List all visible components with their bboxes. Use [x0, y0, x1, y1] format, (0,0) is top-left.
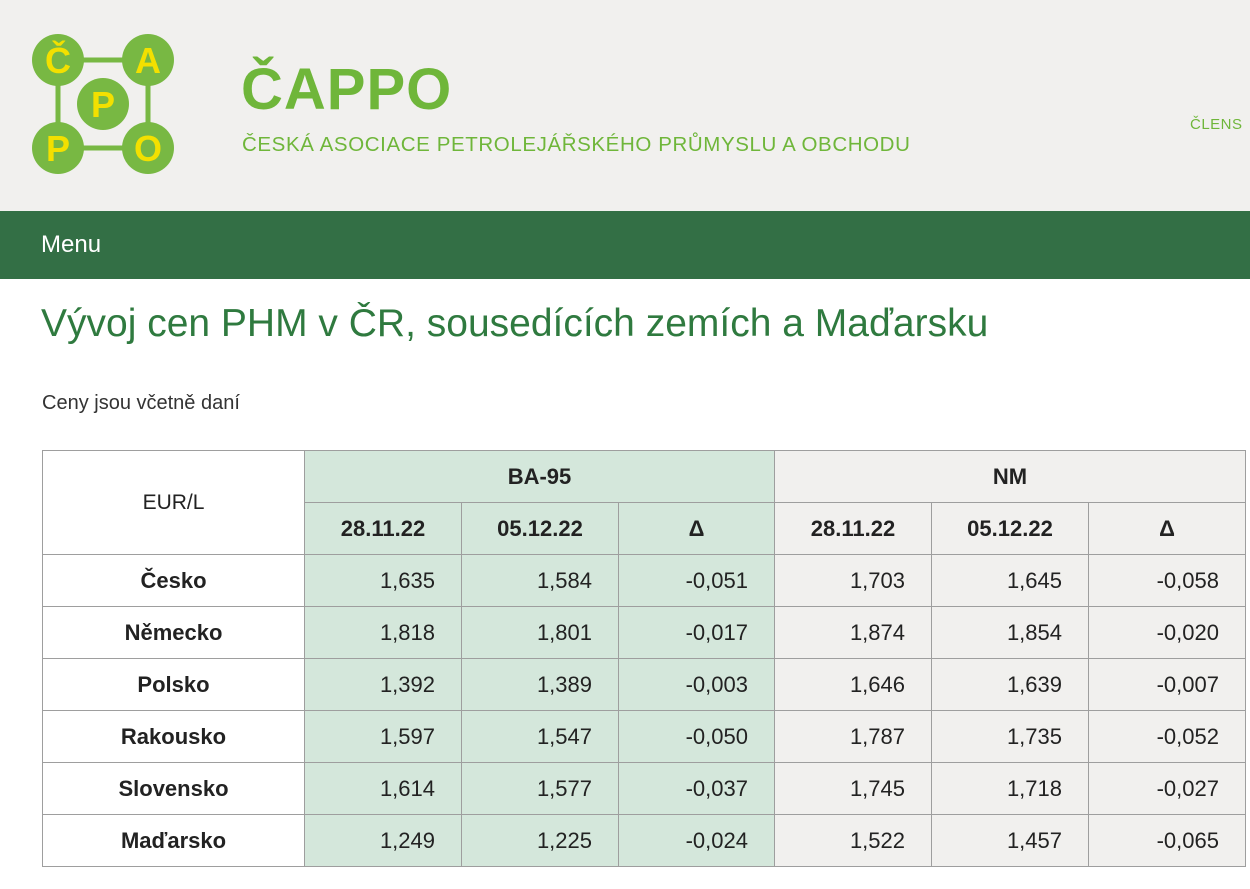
price-cell: -0,051 — [619, 555, 775, 607]
price-cell: 1,389 — [462, 659, 619, 711]
table-row — [43, 763, 1246, 815]
price-cell: 1,457 — [932, 815, 1089, 867]
logo-circles — [32, 34, 174, 174]
logo-letter: P — [45, 128, 71, 169]
main-navbar — [0, 211, 1250, 279]
table-row — [43, 555, 1246, 607]
brand-subtitle: ČESKÁ ASOCIACE PETROLEJÁŘSKÉHO PRŮMYSLU A OBCHODU — [242, 133, 911, 156]
table-row — [43, 659, 1246, 711]
group-header-ba95: BA-95 — [305, 451, 775, 503]
price-cell: -0,037 — [619, 763, 775, 815]
price-cell: 1,584 — [462, 555, 619, 607]
price-cell: -0,052 — [1089, 711, 1246, 763]
price-cell: -0,003 — [619, 659, 775, 711]
country-cell: Polsko — [43, 659, 305, 711]
table-row — [43, 607, 1246, 659]
price-cell: -0,027 — [1089, 763, 1246, 815]
price-cell: 1,614 — [305, 763, 462, 815]
logo-letter: A — [135, 40, 161, 81]
price-cell: 1,818 — [305, 607, 462, 659]
country-cell: Rakousko — [43, 711, 305, 763]
table-row — [43, 711, 1246, 763]
price-cell: 1,646 — [775, 659, 932, 711]
logo-letter: Č — [45, 40, 71, 81]
brand-title[interactable]: ČAPPO — [241, 57, 453, 122]
column-header: 28.11.22 — [305, 503, 462, 555]
site-header — [0, 0, 1250, 211]
price-cell: 1,645 — [932, 555, 1089, 607]
price-cell: 1,703 — [775, 555, 932, 607]
table-body — [43, 555, 1246, 867]
country-cell: Maďarsko — [43, 815, 305, 867]
tax-note: Ceny jsou včetně daní — [42, 392, 240, 414]
price-cell: 1,787 — [775, 711, 932, 763]
logo-letter: O — [133, 128, 163, 169]
price-cell: 1,597 — [305, 711, 462, 763]
menu-button[interactable]: Menu — [41, 231, 102, 258]
column-header: 05.12.22 — [932, 503, 1089, 555]
page-title: Vývoj cen PHM v ČR, sousedících zemích a Maďarsku — [41, 302, 989, 345]
column-header: Δ — [1089, 503, 1246, 555]
column-header: 28.11.22 — [775, 503, 932, 555]
fuel-price-table — [42, 450, 1246, 867]
price-cell: 1,522 — [775, 815, 932, 867]
price-cell: 1,392 — [305, 659, 462, 711]
price-cell: 1,735 — [932, 711, 1089, 763]
members-link[interactable]: ČLENS — [1190, 116, 1243, 133]
price-cell: 1,745 — [775, 763, 932, 815]
price-cell: 1,874 — [775, 607, 932, 659]
country-cell: Slovensko — [43, 763, 305, 815]
price-cell: -0,058 — [1089, 555, 1246, 607]
group-header-nm: NM — [775, 451, 1246, 503]
price-cell: 1,577 — [462, 763, 619, 815]
country-cell: Česko — [43, 555, 305, 607]
price-cell: 1,801 — [462, 607, 619, 659]
price-cell: 1,547 — [462, 711, 619, 763]
price-cell: 1,635 — [305, 555, 462, 607]
cappo-logo[interactable] — [30, 30, 182, 178]
logo-letter: P — [90, 84, 116, 125]
price-cell: 1,854 — [932, 607, 1089, 659]
price-cell: -0,065 — [1089, 815, 1246, 867]
price-cell: -0,017 — [619, 607, 775, 659]
price-cell: 1,639 — [932, 659, 1089, 711]
table-row — [43, 815, 1246, 867]
unit-header: EUR/L — [43, 451, 305, 555]
price-cell: -0,050 — [619, 711, 775, 763]
price-cell: 1,718 — [932, 763, 1089, 815]
price-cell: 1,249 — [305, 815, 462, 867]
price-cell: 1,225 — [462, 815, 619, 867]
price-cell: -0,020 — [1089, 607, 1246, 659]
column-header: Δ — [619, 503, 775, 555]
country-cell: Německo — [43, 607, 305, 659]
price-cell: -0,007 — [1089, 659, 1246, 711]
column-header: 05.12.22 — [462, 503, 619, 555]
price-cell: -0,024 — [619, 815, 775, 867]
